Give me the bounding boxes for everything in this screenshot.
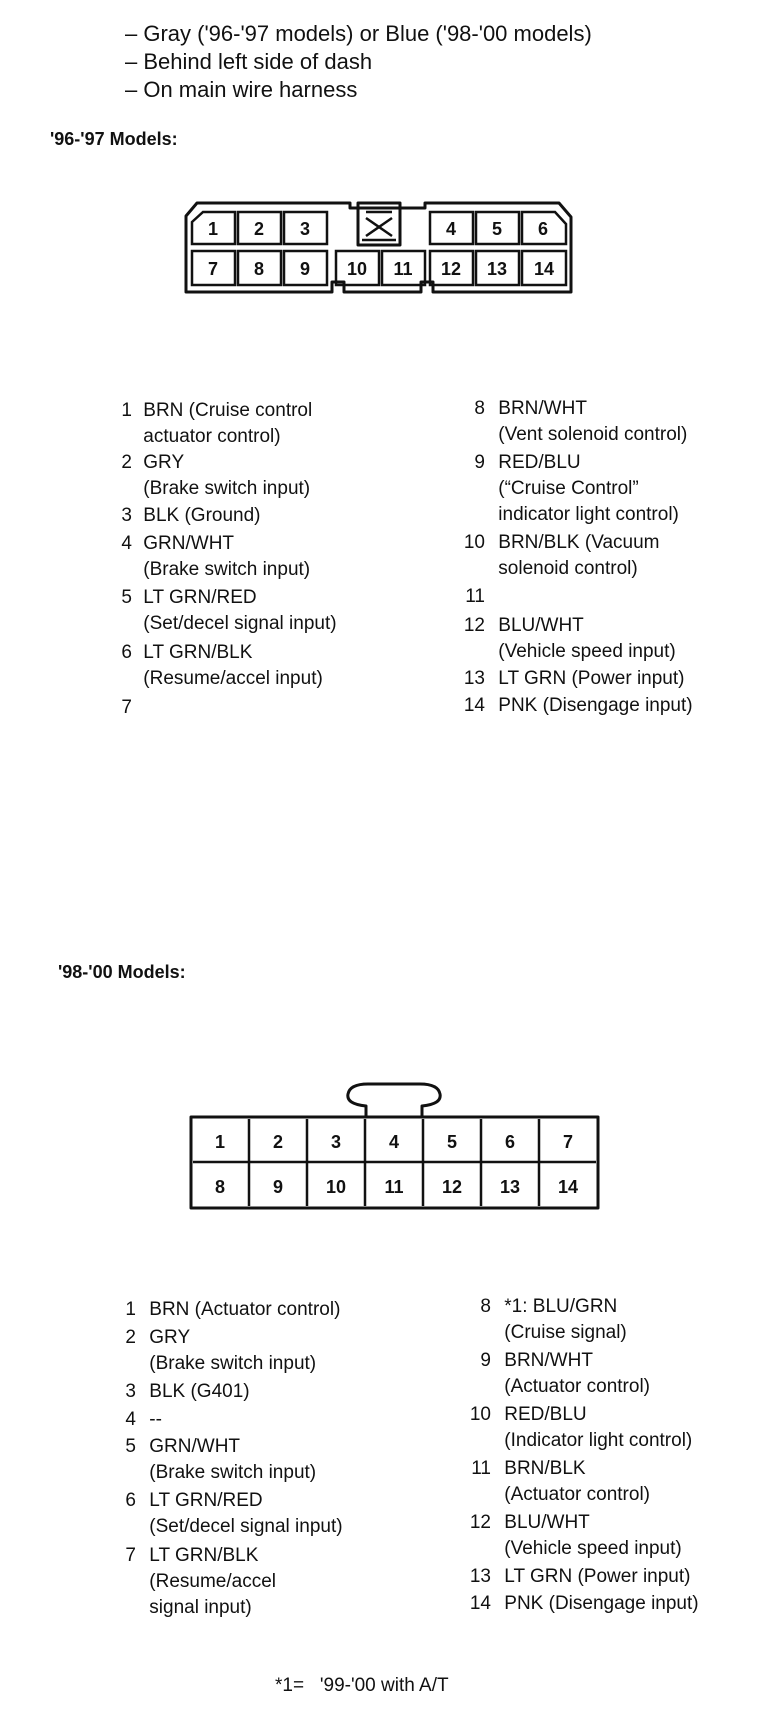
- pin-entry: [110, 695, 143, 721]
- pin-desc: BLU/WHT: [504, 1512, 590, 1533]
- pin-desc: BRN/BLK (Vacuum: [498, 532, 660, 553]
- pin-desc: --: [149, 1409, 162, 1430]
- footnote: *1= '99-'00 with A/T: [275, 1675, 449, 1696]
- pin-number: 12: [469, 1512, 491, 1533]
- pin-number: 6: [121, 642, 132, 663]
- pin-desc: BRN/BLK: [504, 1458, 586, 1479]
- pin-label: 2: [253, 219, 265, 239]
- pin-desc: (Vent solenoid control): [498, 424, 688, 445]
- connector-98-00: [0, 1060, 768, 1230]
- pin-entry: [466, 1348, 650, 1400]
- pin-desc: LT GRN (Power input): [504, 1566, 691, 1587]
- pin-desc: solenoid control): [498, 558, 638, 579]
- pin-desc: LT GRN (Power input): [498, 668, 685, 689]
- pin-entry: [460, 666, 684, 692]
- pin-label: 14: [557, 1177, 579, 1197]
- pin-entry: [118, 1379, 250, 1405]
- pin-entry: [466, 1510, 682, 1562]
- pin-label: 13: [499, 1177, 521, 1197]
- pin-entry: [466, 1564, 690, 1590]
- pin-number: 13: [469, 1566, 491, 1587]
- section1-heading: '96-'97 Models:: [50, 129, 178, 149]
- pin-entry: [460, 530, 659, 582]
- pin-number: 5: [121, 587, 132, 608]
- pin-entry: [460, 450, 679, 528]
- pin-number: 4: [121, 533, 132, 554]
- pin-number: 11: [465, 586, 485, 607]
- pin-label: 4: [388, 1132, 400, 1152]
- pin-entry: [118, 1407, 162, 1433]
- pin-desc: (Actuator control): [504, 1376, 651, 1397]
- pin-desc: (Set/decel signal input): [143, 613, 337, 634]
- pin-number: 14: [469, 1593, 491, 1614]
- pin-number: 5: [125, 1436, 136, 1457]
- pin-entry: [118, 1488, 343, 1540]
- pin-desc: (“Cruise Control”: [498, 478, 639, 499]
- pin-number: 1: [125, 1299, 136, 1320]
- pin-desc: BRN (Cruise control: [143, 400, 313, 421]
- pin-label: 11: [393, 259, 413, 279]
- pin-number: 1: [121, 400, 132, 421]
- pin-label: 8: [214, 1177, 226, 1197]
- pin-desc: (Brake switch input): [143, 478, 311, 499]
- pin-number: 7: [125, 1545, 136, 1566]
- pin-desc: LT GRN/BLK: [143, 642, 253, 663]
- pin-desc: PNK (Disengage input): [498, 695, 693, 716]
- intro-line: – On main wire harness: [125, 77, 358, 102]
- pin-label: 7: [562, 1132, 574, 1152]
- pin-number: 8: [474, 398, 485, 419]
- pin-entry: [460, 613, 676, 665]
- pin-entry: [466, 1294, 627, 1346]
- pin-desc: BRN (Actuator control): [149, 1299, 341, 1320]
- pin-number: 7: [121, 697, 132, 718]
- pin-label: 6: [537, 219, 549, 239]
- pin-entry: [110, 640, 323, 692]
- pin-label: 14: [533, 259, 555, 279]
- pin-desc: GRY: [143, 452, 185, 473]
- pin-desc: PNK (Disengage input): [504, 1593, 699, 1614]
- pin-label: 13: [486, 259, 508, 279]
- pin-desc: GRN/WHT: [149, 1436, 241, 1457]
- pin-label: 7: [207, 259, 219, 279]
- pin-entry: [466, 1402, 692, 1454]
- pin-number: 9: [474, 452, 485, 473]
- pin-entry: [110, 450, 310, 502]
- pin-desc: BLK (G401): [149, 1381, 250, 1402]
- pin-label: 5: [491, 219, 503, 239]
- pin-desc: GRY: [149, 1327, 191, 1348]
- pin-desc: GRN/WHT: [143, 533, 235, 554]
- pin-desc: BLU/WHT: [498, 615, 584, 636]
- pin-entry: [118, 1325, 316, 1377]
- pin-label: 2: [272, 1132, 284, 1152]
- pin-entry: [460, 396, 687, 448]
- pin-desc: (Brake switch input): [143, 559, 311, 580]
- pin-desc: actuator control): [143, 426, 281, 447]
- pin-desc: signal input): [149, 1597, 252, 1618]
- pin-desc: LT GRN/RED: [149, 1490, 263, 1511]
- pin-number: 3: [125, 1381, 136, 1402]
- pin-entry: [118, 1434, 316, 1486]
- pin-entry: [110, 503, 261, 529]
- pin-desc: indicator light control): [498, 504, 679, 525]
- pin-label: 8: [253, 259, 265, 279]
- pin-desc: RED/BLU: [498, 452, 581, 473]
- pin-number: 3: [121, 505, 132, 526]
- pin-number: 2: [125, 1327, 136, 1348]
- pin-desc: (Indicator light control): [504, 1430, 693, 1451]
- pin-entry: [110, 585, 337, 637]
- pin-desc: RED/BLU: [504, 1404, 587, 1425]
- pin-desc: (Actuator control): [504, 1484, 651, 1505]
- pin-desc: (Brake switch input): [149, 1353, 317, 1374]
- pin-desc: (Resume/accel input): [143, 668, 323, 689]
- pin-entry: [118, 1297, 340, 1323]
- connector-96-97: [0, 0, 768, 330]
- pin-number: 9: [480, 1350, 491, 1371]
- pin-label: 10: [346, 259, 368, 279]
- pin-number: 4: [125, 1409, 136, 1430]
- pin-entry: [460, 584, 498, 610]
- pin-label: 5: [446, 1132, 458, 1152]
- intro-line: – Behind left side of dash: [125, 49, 373, 74]
- pin-label: 12: [440, 259, 462, 279]
- pin-entry: [110, 531, 310, 583]
- pin-desc: (Set/decel signal input): [149, 1516, 343, 1537]
- pin-number: 2: [121, 452, 132, 473]
- pin-label: 4: [445, 219, 457, 239]
- pin-label: 12: [441, 1177, 463, 1197]
- pin-entry: [110, 398, 312, 450]
- intro-line: – Gray ('96-'97 models) or Blue ('98-'00 models): [125, 21, 592, 46]
- pin-entry: [460, 693, 693, 719]
- pin-entry: [118, 1543, 276, 1621]
- pin-entry: [466, 1591, 699, 1617]
- pin-entry: [466, 1456, 650, 1508]
- pin-desc: LT GRN/RED: [143, 587, 257, 608]
- pin-label: 6: [504, 1132, 516, 1152]
- pin-label: 3: [330, 1132, 342, 1152]
- pin-desc: (Cruise signal): [504, 1322, 627, 1343]
- pin-label: 9: [272, 1177, 284, 1197]
- pin-number: 11: [471, 1458, 491, 1479]
- pin-number: 14: [463, 695, 485, 716]
- pin-label: 9: [299, 259, 311, 279]
- pin-number: 13: [463, 668, 485, 689]
- pin-number: 12: [463, 615, 485, 636]
- pin-desc: LT GRN/BLK: [149, 1545, 259, 1566]
- pin-number: 10: [463, 532, 485, 553]
- pin-number: 10: [469, 1404, 491, 1425]
- pin-label: 1: [214, 1132, 226, 1152]
- pin-desc: (Vehicle speed input): [498, 641, 676, 662]
- pin-label: 1: [207, 219, 219, 239]
- pin-desc: (Resume/accel: [149, 1571, 276, 1592]
- pin-label: 10: [325, 1177, 347, 1197]
- pin-number: 6: [125, 1490, 136, 1511]
- pin-label: 11: [384, 1177, 404, 1197]
- pin-desc: BLK (Ground): [143, 505, 261, 526]
- pin-label: 3: [299, 219, 311, 239]
- pin-desc: BRN/WHT: [498, 398, 587, 419]
- pin-number: 8: [480, 1296, 491, 1317]
- pin-desc: (Vehicle speed input): [504, 1538, 682, 1559]
- section2-heading: '98-'00 Models:: [58, 962, 186, 982]
- pin-desc: (Brake switch input): [149, 1462, 317, 1483]
- pin-desc: *1: BLU/GRN: [504, 1296, 618, 1317]
- pin-desc: BRN/WHT: [504, 1350, 593, 1371]
